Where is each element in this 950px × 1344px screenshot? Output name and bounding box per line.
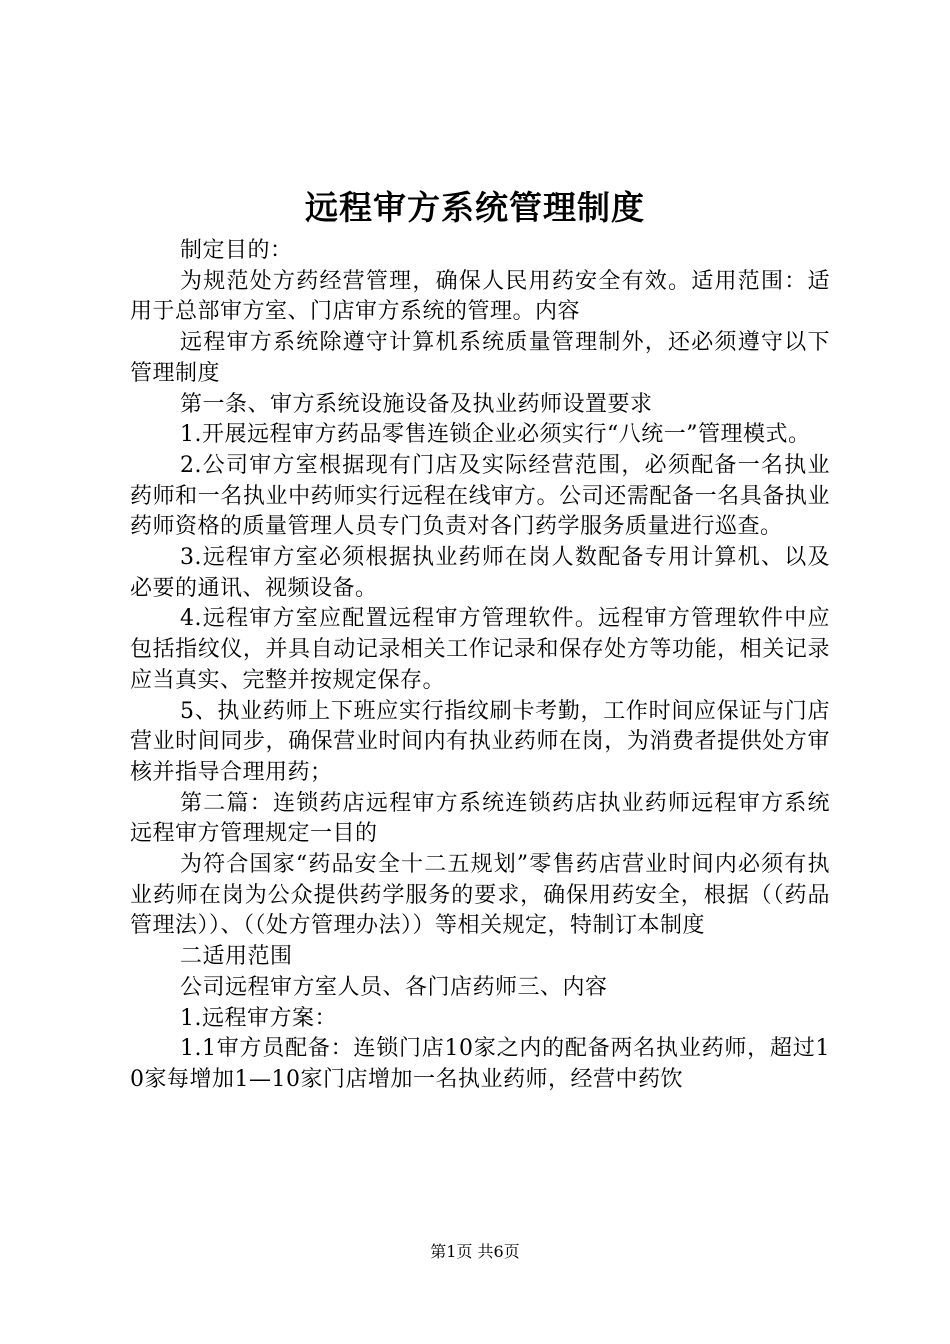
paragraph: 为符合国家“药品安全十二五规划”零售药店营业时间内必须有执业药师在岗为公众提供药学服务的要求，确保用药安全，根据（（药品管理法））、（（处方管理办法））等相关规定，特制订本制度 [130,852,830,939]
paragraph: 4.远程审方室应配置远程审方管理软件。远程审方管理软件中应包括指纹仪，并具自动记录相关工作记录和保存处方等功能，相关记录应当真实、完整并按规定保存。 [130,606,830,693]
page-footer: 第1页 共6页 [430,1242,520,1261]
paragraph: 第一条、审方系统设施设备及执业药师设置要求 [180,391,653,417]
paragraph: 第二篇：连锁药店远程审方系统连锁药店执业药师远程审方系统远程审方管理规定一目的 [130,790,830,847]
paragraph: 为规范处方药经营管理，确保人民用药安全有效。适用范围：适用于总部审方室、门店审方系统的管理。内容 [130,268,830,325]
paragraph: 公司远程审方室人员、各门店药师三、内容 [180,974,608,1000]
paragraph: 2.公司审方室根据现有门店及实际经营范围，必须配备一名执业药师和一名执业中药师实行远程在线审方。公司还需配备一名具备执业药师资格的质量管理人员专门负责对各门药学服务质量进行巡查。 [130,452,830,540]
paragraph: 远程审方系统除遵守计算机系统质量管理制外，还必须遵守以下管理制度 [130,330,830,386]
paragraph: 3.远程审方室必须根据执业药师在岗人数配备专用计算机、以及必要的通讯、视频设备。 [130,545,830,601]
document-body [130,236,830,1096]
paragraph: 1.1审方员配备：连锁门店10家之内的配备两名执业药师，超过10家每增加1—10家门店增加一名执业药师，经营中药饮 [130,1036,830,1092]
document-title: 远程审方系统管理制度 [305,188,645,227]
paragraph: 二适用范围 [180,944,293,970]
paragraph: 制定目的： [180,238,293,263]
paragraph: 5、执业药师上下班应实行指纹刷卡考勤，工作时间应保证与门店营业时间同步，确保营业时间内有执业药师在岗，为消费者提供处方审核并指导合理用药； [130,698,830,785]
paragraph: 1.开展远程审方药品零售连锁企业必须实行“八统一”管理模式。 [180,422,811,448]
paragraph: 1.远程审方案： [180,1005,337,1031]
